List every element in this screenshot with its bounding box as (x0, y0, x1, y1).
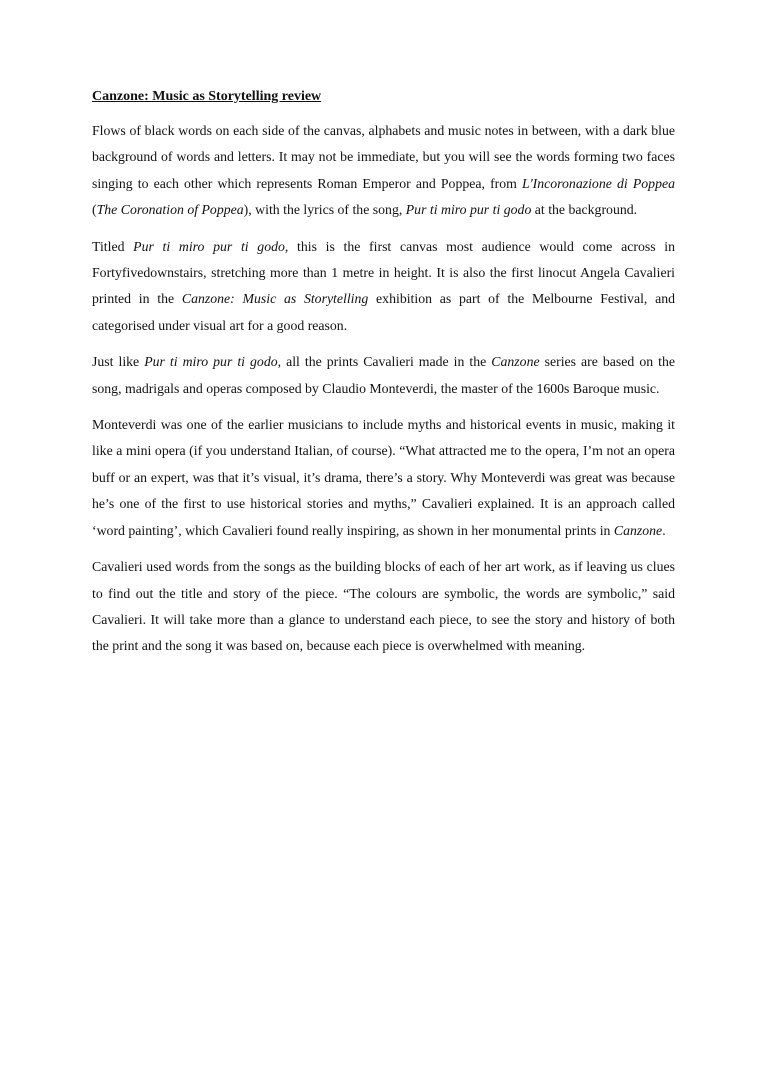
paragraph-2 (92, 234, 675, 340)
paragraph-1-text-2: ( (92, 202, 97, 218)
paragraph-1-opera-title: L'Incoronazione di Poppea (522, 175, 675, 191)
paragraph-4-exhibition-title: Canzone (613, 522, 663, 538)
paragraph-3-text-2: , all the prints Cavalieri made in the (277, 354, 492, 370)
paragraph-1-opera-translation: The Coronation of Poppea (96, 202, 244, 218)
paragraph-4-text-2: . (662, 522, 666, 538)
paragraph-3-text-1: Just like (92, 354, 145, 370)
document-body (92, 87, 675, 670)
document-title: Canzone: Music as Storytelling review (92, 89, 322, 104)
paragraph-1-song-title: Pur ti miro pur ti godo (405, 202, 532, 218)
paragraph-2-text-2: , this is the first canvas most audience would come across in Fortyfivedownstairs, stretching more than 1 metre in height. It is also the first linocut Angela Cavalieri printed in the (92, 238, 675, 307)
paragraph-1-text-4: at the background. (531, 202, 638, 218)
paragraph-3-artwork-title: Pur ti miro pur ti godo (144, 354, 278, 370)
paragraph-2-text-1: Titled (92, 238, 134, 254)
paragraph-3-text-3: series are based on the song, madrigals and operas composed by Claudio Monteverdi, the master of the 1600s Baroque music. (92, 354, 675, 396)
paragraph-5: Cavalieri used words from the songs as the building blocks of each of her art work, as if leaving us clues to find out the title and story of the piece. “The colours are symbolic, the words are symbolic,” said Cavalieri. It will take more than a glance to understand each piece, to see the story and history of both the print and the song it was based on, because each piece is overwhelmed with meaning. (92, 559, 675, 654)
paragraph-1-text-3: ), with the lyrics of the song, (243, 202, 406, 218)
paragraph-3 (92, 349, 675, 402)
paragraph-3-series-title: Canzone (491, 354, 540, 370)
paragraph-4-text-1: Monteverdi was one of the earlier musicians to include myths and historical events in music, making it like a mini opera (if you understand Italian, of course). “What attracted me to the opera, I’m not an opera buff or an expert, was that it’s visual, it’s drama, there’s a story. Why Monteverdi was great was because he’s one of the first to use historical stories and myths,” Cavalieri explained. It is an approach called ‘word painting’, which Cavalieri found really inspiring, as shown in her monumental prints in (92, 417, 675, 538)
paragraph-2-exhibition-title: Canzone: Music as Storytelling (181, 291, 369, 307)
paragraph-1-text-1: Flows of black words on each side of the canvas, alphabets and music notes in between, with a dark blue background of words and letters. It may not be immediate, but you will see the words forming two faces singing to each other which represents Roman Emperor and Poppea, from (92, 123, 675, 191)
paragraph-1 (92, 118, 675, 224)
paragraph-2-artwork-title: Pur ti miro pur ti godo (133, 238, 285, 254)
paragraph-2-text-3: exhibition as part of the Melbourne Festival, and categorised under visual art for a good reason. (92, 291, 676, 333)
paragraph-4 (92, 412, 675, 544)
